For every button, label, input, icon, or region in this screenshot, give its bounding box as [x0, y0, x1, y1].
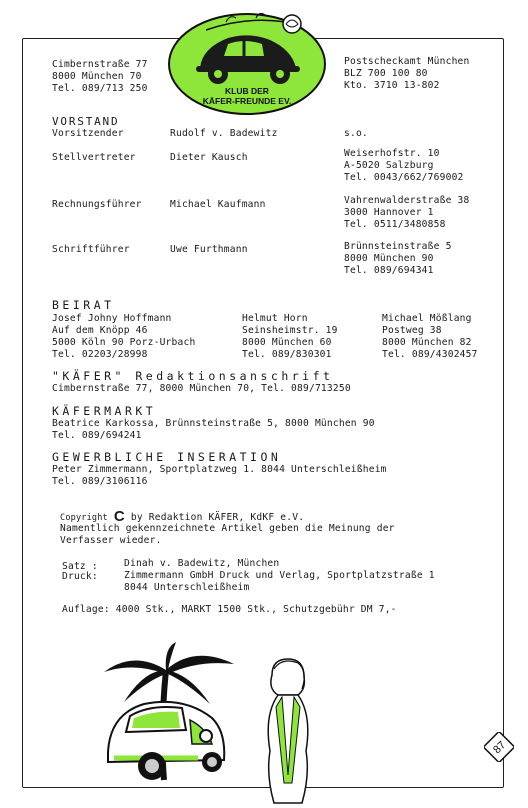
beirat-member-line: 5000 Köln 90 Porz-Urbach: [52, 337, 196, 348]
vorstand-address: 3000 Hannover 1: [344, 207, 434, 218]
copyright-symbol: C: [113, 508, 125, 525]
inseration-line: Tel. 089/3106116: [52, 476, 148, 487]
vorstand-address: Vahrenwalderstraße 38: [344, 195, 470, 206]
address-right-line: Postscheckamt München: [344, 56, 470, 67]
vorstand-name: Rudolf v. Badewitz: [170, 128, 278, 139]
vorstand-role: Vorsitzender: [52, 128, 124, 139]
vorstand-role: Rechnungsführer: [52, 199, 142, 210]
copyright-note-line: Namentlich gekennzeichnete Artikel geben die Meinung der: [60, 523, 395, 534]
beirat-member-line: Seinsheimstr. 19: [242, 325, 338, 336]
copyright-suffix: by Redaktion KÄFER, KdKF e.V.: [130, 512, 305, 523]
logo-text-line2: KÄFER-FREUNDE EV.: [202, 96, 292, 106]
page-number: 87: [491, 739, 509, 757]
credit-label: Satz :: [62, 561, 98, 572]
vorstand-address: 8000 München 90: [344, 253, 434, 264]
address-right-line: Kto. 3710 13-802: [344, 80, 440, 91]
beirat-heading: BEIRAT: [52, 298, 115, 312]
page-number-badge: [484, 732, 514, 762]
kaefermarkt-line: Tel. 089/694241: [52, 430, 142, 441]
beirat-member-line: Helmut Horn: [242, 313, 308, 324]
redaktion-line: Cimbernstraße 77, 8000 München 70, Tel. 089/713250: [52, 383, 351, 394]
vorstand-address: Weiserhofstr. 10: [344, 148, 440, 159]
kaefermarkt-heading: KÄFERMARKT: [52, 404, 157, 418]
vorstand-heading: VORSTAND: [52, 115, 120, 128]
credit-value: 8044 Unterschleißheim: [124, 582, 250, 593]
vorstand-name: Michael Kaufmann: [170, 199, 266, 210]
copyright-note-line: Verfasser wieder.: [60, 535, 162, 546]
vorstand-address: Tel. 0043/662/769002: [344, 172, 464, 183]
vorstand-role: Schriftführer: [52, 244, 130, 255]
beirat-member-line: Tel. 089/830301: [242, 349, 332, 360]
inseration-line: Peter Zimmermann, Sportplatzweg 1. 8044 Unterschleißheim: [52, 464, 387, 475]
beirat-member-line: 8000 München 60: [242, 337, 332, 348]
vorstand-name: Dieter Kausch: [170, 152, 248, 163]
copyright-prefix: Copyright: [60, 513, 108, 523]
vorstand-address: Brünnsteinstraße 5: [344, 241, 452, 252]
beirat-member-line: Josef Johny Hoffmann: [52, 313, 172, 324]
inseration-heading: GEWERBLICHE INSERATION: [52, 450, 282, 464]
credit-label: Druck:: [62, 571, 98, 582]
address-left-line: 8000 München 70: [52, 71, 142, 82]
credit-value: Zimmermann GmbH Druck und Verlag, Sportplatzstraße 1: [124, 570, 435, 581]
beirat-member-line: Michael Mößlang: [382, 313, 472, 324]
beirat-member-line: Tel. 089/4302457: [382, 349, 478, 360]
club-logo: [166, 8, 328, 120]
logo-text-line1: KLUB DER: [225, 86, 269, 96]
beirat-member-line: 8000 München 82: [382, 337, 472, 348]
redaktion-heading: "KÄFER" Redaktionsanschrift: [52, 369, 334, 383]
vorstand-address: A-5020 Salzburg: [344, 160, 434, 171]
palm-beetle-illustration: [94, 640, 254, 790]
address-left-line: Tel. 089/713 250: [52, 83, 148, 94]
beirat-member-line: Postweg 38: [382, 325, 442, 336]
vorstand-address: Tel. 089/694341: [344, 265, 434, 276]
credit-value: Dinah v. Badewitz, München: [124, 558, 280, 569]
beirat-member-line: Tel. 02203/28998: [52, 349, 148, 360]
vorstand-address: s.o.: [344, 128, 368, 139]
woman-illustration: [252, 655, 324, 805]
address-left-line: Cimbernstraße 77: [52, 59, 148, 70]
kaefermarkt-line: Beatrice Karkossa, Brünnsteinstraße 5, 8000 München 90: [52, 418, 375, 429]
auflage-line: Auflage: 4000 Stk., MARKT 1500 Stk., Schutzgebühr DM 7,-: [62, 604, 397, 615]
vorstand-address: Tel. 0511/3480858: [344, 219, 446, 230]
vorstand-role: Stellvertreter: [52, 152, 136, 163]
beirat-member-line: Auf dem Knöpp 46: [52, 325, 148, 336]
vorstand-name: Uwe Furthmann: [170, 244, 248, 255]
address-right-line: BLZ 700 100 80: [344, 68, 428, 79]
